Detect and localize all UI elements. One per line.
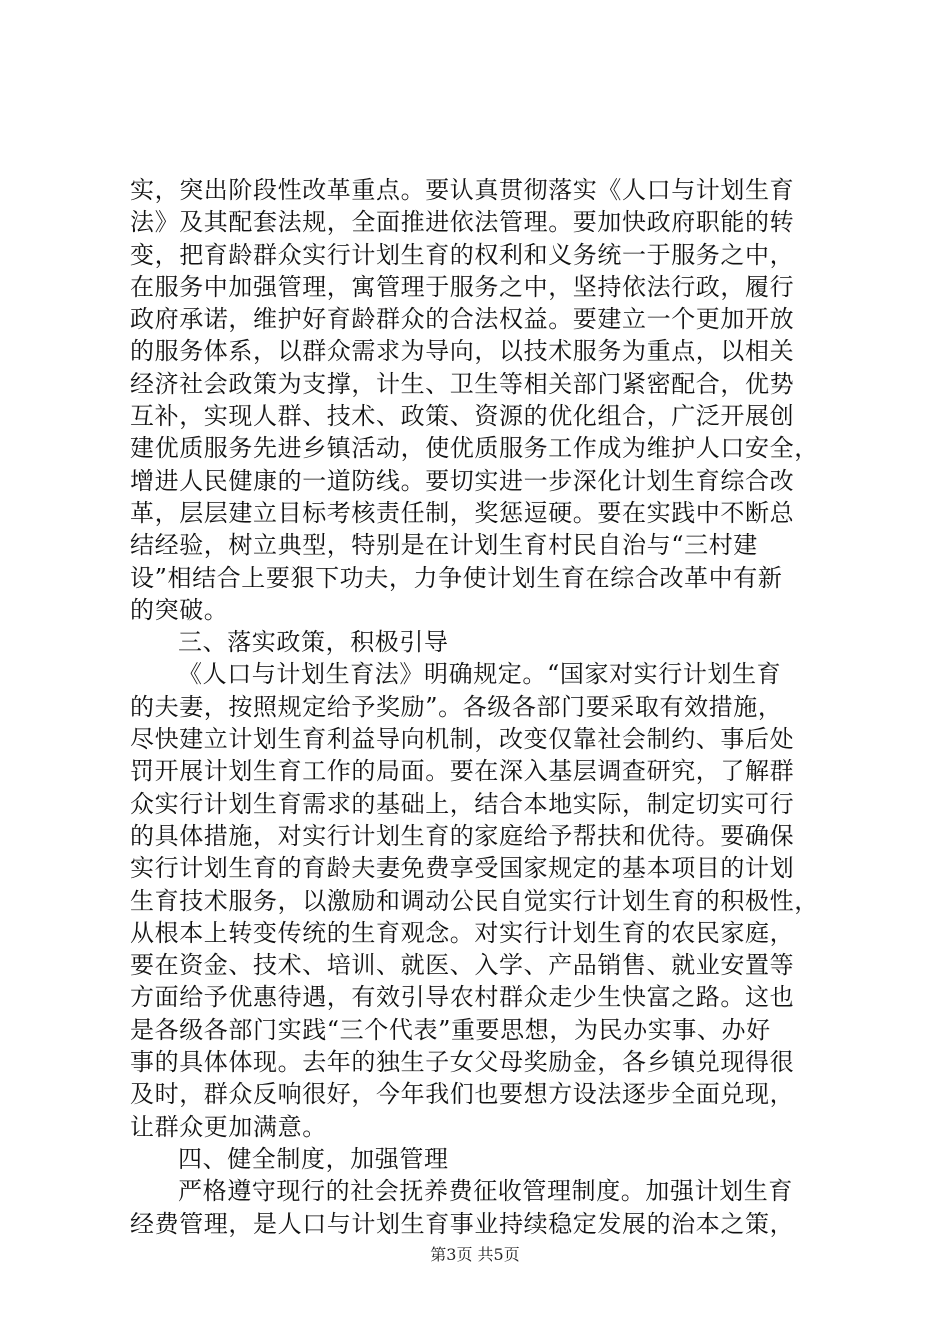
paragraph-start-line: 四、健全制度，加强管理 [178,1144,449,1173]
text-line: 设”相结合上要狠下功夫，力争使计划生育在综合改革中有新 [130,563,783,592]
text-line: 政府承诺，维护好育龄群众的合法权益。要建立一个更加开放 [130,305,795,334]
text-line: 罚开展计划生育工作的局面。要在深入基层调查研究，了解群 [130,757,795,786]
document-body [130,174,830,1240]
text-line: 法》及其配套法规，全面推进依法管理。要加快政府职能的转 [130,208,795,237]
text-line: 的服务体系，以群众需求为导向，以技术服务为重点，以相关 [130,337,795,366]
text-line: 实，突出阶段性改革重点。要认真贯彻落实《人口与计划生育 [130,176,795,204]
text-line: 的突破。 [130,595,229,624]
text-line: 经费管理，是人口与计划生育事业持续稳定发展的治本之策， [130,1209,795,1238]
text-line: 的夫妻，按照规定给予奖励”。各级各部门要采取有效措施， [130,692,783,721]
text-line: 从根本上转变传统的生育观念。对实行计划生育的农民家庭， [130,918,795,947]
paragraph-start-line: 《人口与计划生育法》明确规定。“国家对实行计划生育 [178,660,782,689]
text-line: 众实行计划生育需求的基础上，结合本地实际，制定切实可行 [130,789,795,818]
text-line: 事的具体体现。去年的独生子女父母奖励金，各乡镇兑现得很 [130,1048,795,1077]
text-line: 方面给予优惠待遇，有效引导农村群众走少生快富之路。这也 [130,983,795,1012]
text-line: 革，层层建立目标考核责任制，奖惩逗硬。要在实践中不断总 [130,498,795,527]
text-line: 变，把育龄群众实行计划生育的权利和义务统一于服务之中， [130,240,795,269]
text-line: 互补，实现人群、技术、政策、资源的优化组合，广泛开展创 [130,402,795,431]
text-line: 增进人民健康的一道防线。要切实进一步深化计划生育综合改 [130,466,795,495]
text-line: 实行计划生育的育龄夫妻免费享受国家规定的基本项目的计划 [130,854,795,883]
text-line: 要在资金、技术、培训、就医、入学、产品销售、就业安置等 [130,951,795,980]
text-line: 结经验，树立典型，特别是在计划生育村民自治与“三村建 [130,531,758,560]
text-line: 在服务中加强管理，寓管理于服务之中，坚持依法行政，履行 [130,272,795,301]
paragraph-start-line: 三、落实政策，积极引导 [178,628,449,657]
text-line: 是各级各部门实践“三个代表”重要思想，为民办实事、办好 [130,1015,771,1044]
text-line: 的具体措施，对实行计划生育的家庭给予帮扶和优待。要确保 [130,821,795,850]
text-line: 经济社会政策为支撑，计生、卫生等相关部门紧密配合，优势 [130,369,795,398]
text-line: 及时，群众反响很好，今年我们也要想方设法逐步全面兑现， [130,1080,795,1109]
text-line: 建优质服务先进乡镇活动，使优质服务工作成为维护人口安全， [130,434,819,463]
page-footer: 第3页 共5页 [430,1245,520,1264]
text-line: 尽快建立计划生育利益导向机制，改变仅靠社会制约、事后处 [130,725,795,754]
text-line: 让群众更加满意。 [130,1112,327,1141]
paragraph-start-line: 严格遵守现行的社会抚养费征收管理制度。加强计划生育 [178,1177,793,1206]
text-line: 生育技术服务，以激励和调动公民自觉实行计划生育的积极性， [130,886,819,915]
